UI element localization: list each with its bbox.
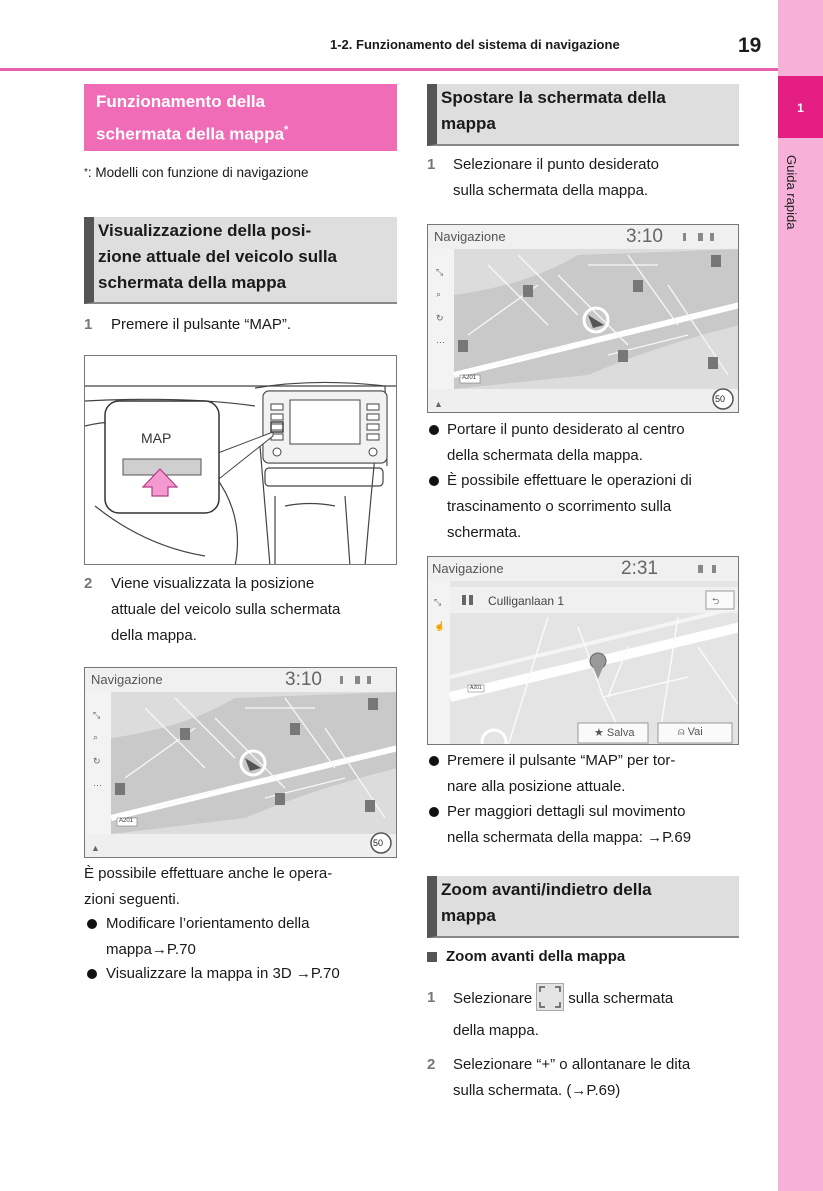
map-button-label: MAP	[141, 430, 172, 446]
bullet-text	[447, 748, 675, 800]
section3-heading-line1: Zoom avanti/indietro della	[441, 880, 652, 899]
rstep1-line1: Selezionare il punto desiderato	[453, 156, 659, 173]
dashboard-drawing	[85, 356, 397, 565]
save-button	[594, 726, 634, 739]
rbullet4-line2: nella schermata della mappa: →P.69	[447, 829, 692, 846]
step-text: Premere il pulsante “MAP”.	[111, 316, 292, 333]
step-number: 1	[84, 316, 93, 333]
step-number: 2	[84, 575, 93, 592]
section-heading-position	[84, 217, 397, 304]
svg-text:⌕: ⌕	[93, 732, 99, 742]
main-heading-line1: Funzionamento della	[96, 92, 266, 111]
svg-text:↻: ↻	[93, 756, 101, 766]
step-text	[453, 1052, 690, 1104]
rbullet1-line2: della schermata della mappa.	[447, 447, 643, 464]
section2-heading-line1: Spostare la schermata della	[441, 88, 666, 107]
bullet1-line2: mappa→P.70	[106, 941, 196, 958]
model-note	[84, 164, 309, 182]
map-drawing	[428, 557, 739, 745]
sub-heading: Zoom avanti della mappa	[446, 948, 626, 965]
page-number: 19	[738, 34, 762, 57]
map-drawing	[85, 668, 397, 858]
screen-title: Navigazione	[91, 672, 163, 687]
sub-heading-marker	[427, 952, 437, 962]
bullet-dot	[429, 476, 439, 486]
screen-time: 3:10	[285, 669, 322, 690]
star-icon: ★	[594, 727, 607, 739]
step-number: 1	[427, 989, 436, 1006]
svg-text:⋯: ⋯	[93, 780, 102, 790]
svg-text:⮌: ⮌	[712, 596, 720, 606]
section1-heading-line1: Visualizzazione della posi-	[98, 221, 312, 240]
chapter-number: 1	[778, 76, 823, 138]
section3-heading-line2: mappa	[441, 906, 496, 925]
screen-title: Navigazione	[432, 561, 504, 576]
screen-time: 2:31	[621, 558, 658, 579]
speed-limit: 50	[715, 394, 726, 404]
zstep2-line1: Selezionare “+” o allontanare le dita	[453, 1056, 691, 1073]
step2-line3: della mappa.	[111, 627, 197, 644]
svg-text:⌕: ⌕	[436, 289, 442, 299]
rbullet1-line1: Portare il punto desiderato al centro	[447, 421, 685, 438]
navigate-icon: ⍝	[678, 726, 688, 738]
main-heading-line2: schermata della mappa	[96, 124, 285, 144]
rbullet2-line1: È possibile effettuare le operazioni di	[447, 472, 692, 489]
rbullet4-line1: Per maggiori dettagli sul movimento	[447, 803, 686, 820]
nav-screen-scroll	[427, 556, 739, 745]
section1-heading-line2: zione attuale del veicolo sulla	[98, 247, 338, 266]
go-label: Vai	[687, 726, 703, 738]
step2-line2: attuale del veicolo sulla schermata	[111, 601, 341, 618]
zoom-icon	[536, 983, 564, 1011]
zstep1-line2: della mappa.	[453, 1022, 539, 1039]
speed-limit: 50	[373, 838, 384, 848]
svg-text:▲: ▲	[91, 843, 100, 853]
bullet1-line1: Modificare l’orientamento della	[106, 915, 310, 932]
svg-text:↻: ↻	[436, 313, 444, 323]
note-star: *	[84, 167, 88, 178]
bullet-dot	[429, 807, 439, 817]
step-number: 2	[427, 1056, 436, 1073]
zstep1-before: Selezionare	[453, 989, 533, 1007]
also-line1: È possibile effettuare anche le opera-	[84, 865, 333, 882]
main-heading	[84, 84, 397, 151]
rbullet2-line3: schermata.	[447, 524, 522, 541]
also-line2: zioni seguenti.	[84, 891, 180, 908]
svg-text:⤡: ⤡	[436, 267, 444, 277]
bullet-text	[447, 799, 691, 851]
header-rule	[0, 68, 778, 71]
go-button	[678, 726, 703, 739]
bullet-text	[106, 911, 309, 963]
rbullet3-line1: Premere il pulsante “MAP” per tor-	[447, 752, 676, 769]
screen-title: Navigazione	[434, 229, 506, 244]
step-number: 1	[427, 156, 436, 173]
bullet-dot	[429, 756, 439, 766]
road-label: A201	[470, 685, 482, 691]
rbullet3-line2: nare alla posizione attuale.	[447, 778, 626, 795]
bullet-text	[447, 468, 692, 546]
dashboard-illustration	[84, 355, 397, 565]
bullet-text: Visualizzare la mappa in 3D →P.70	[106, 965, 340, 982]
bullet-text	[447, 417, 685, 469]
zstep1-after: sulla schermata	[568, 989, 674, 1007]
save-label: Salva	[606, 727, 635, 739]
svg-text:☝: ☝	[434, 621, 446, 631]
svg-text:⤡: ⤡	[434, 597, 442, 607]
step-text	[453, 152, 659, 204]
nav-screen-current-position	[84, 667, 397, 858]
section-heading-move	[427, 84, 739, 146]
running-header: 1-2. Funzionamento del sistema di navigazione	[330, 37, 620, 52]
road-label: A201	[119, 818, 134, 824]
svg-text:⤡: ⤡	[93, 710, 101, 720]
section1-heading-line3: schermata della mappa	[98, 273, 287, 292]
chapter-label: Guida rapida	[784, 155, 799, 230]
screen-time: 3:10	[626, 226, 663, 247]
note-text: : Modelli con funzione di navigazione	[87, 165, 309, 180]
also-text	[84, 861, 397, 913]
bullet-dot	[87, 919, 97, 929]
heading-asterisk: *	[284, 124, 289, 136]
step-text	[111, 571, 340, 649]
rbullet2-line2: trascinamento o scorrimento sulla	[447, 498, 672, 515]
road-label: A201	[462, 375, 477, 381]
rstep1-line2: sulla schermata della mappa.	[453, 182, 649, 199]
bullet-dot	[429, 425, 439, 435]
step2-line1: Viene visualizzata la posizione	[111, 575, 315, 592]
svg-text:⋯: ⋯	[436, 337, 445, 347]
svg-text:▲: ▲	[434, 399, 443, 409]
map-drawing	[428, 225, 739, 413]
zstep2-line2: sulla schermata. (→P.69)	[453, 1082, 621, 1099]
section-heading-zoom	[427, 876, 739, 938]
nav-screen-select-point	[427, 224, 739, 413]
bullet-dot	[87, 969, 97, 979]
street-name: Culliganlaan 1	[488, 594, 565, 608]
section2-heading-line2: mappa	[441, 114, 496, 133]
step-text	[453, 985, 673, 1013]
